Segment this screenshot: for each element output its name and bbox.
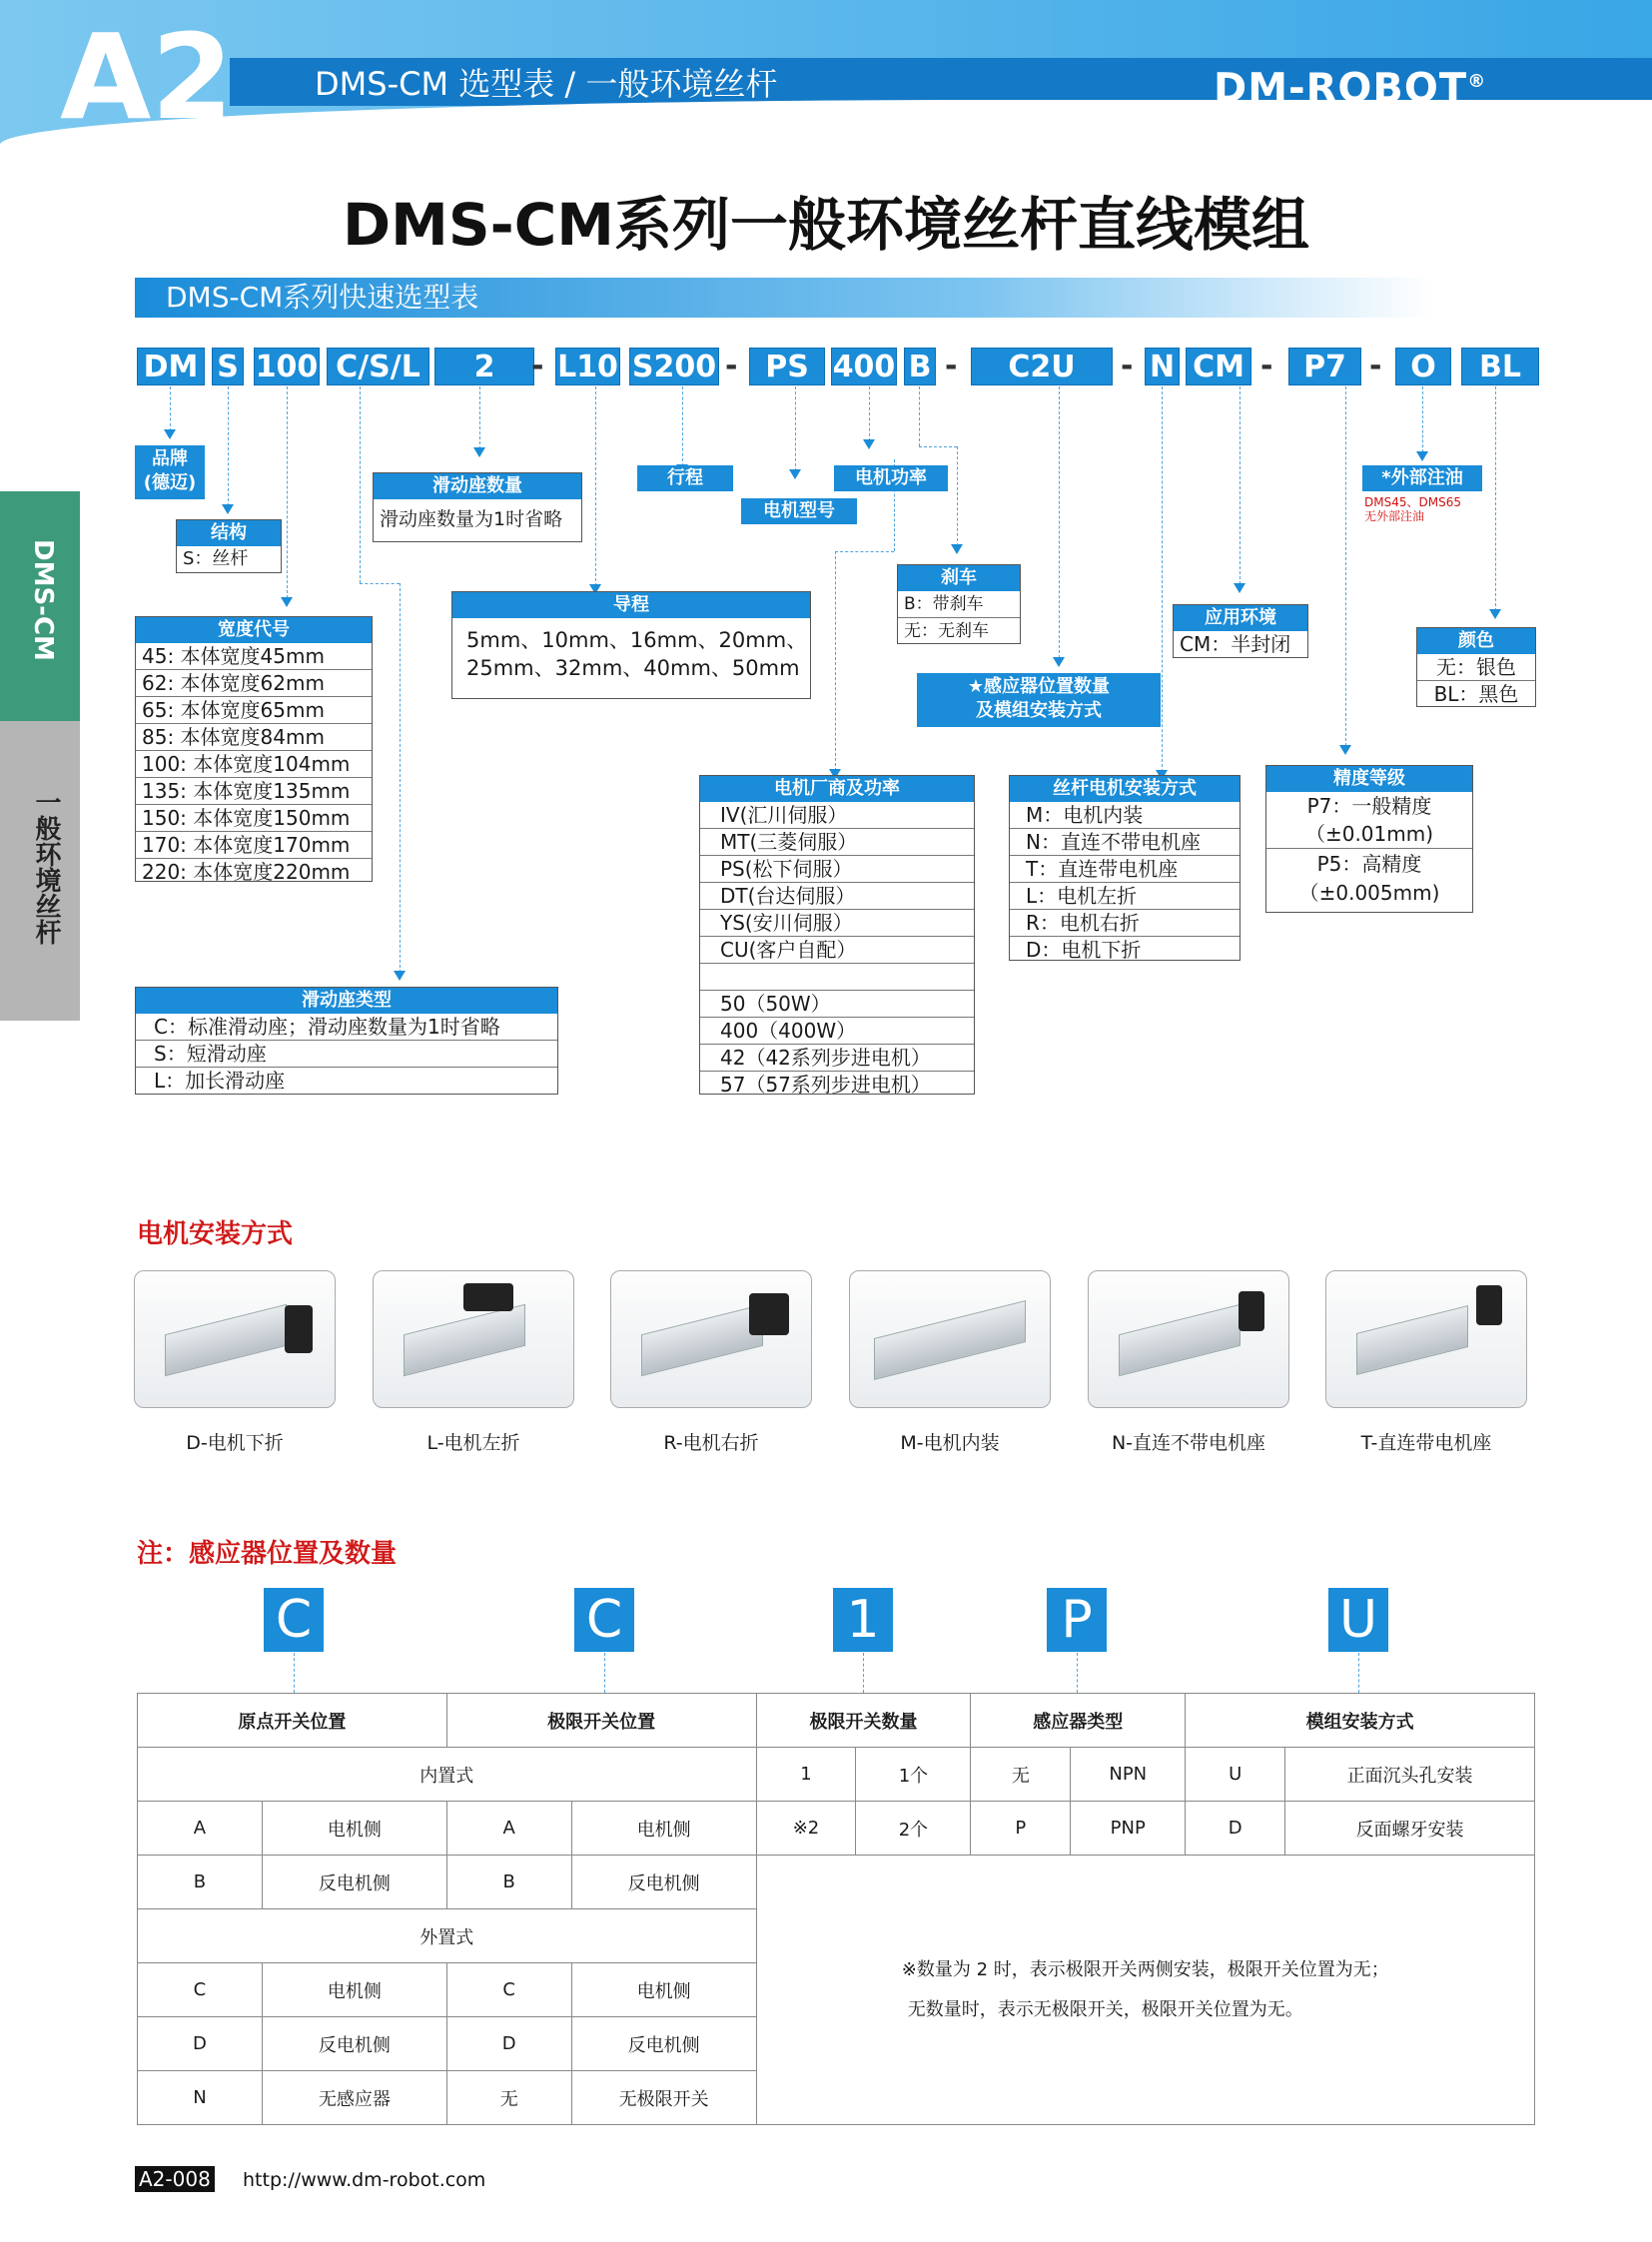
code-s: S xyxy=(212,348,244,385)
table-row xyxy=(138,1748,1535,1802)
table-cell: 无感应器 xyxy=(262,2071,446,2125)
dash: - xyxy=(945,349,958,383)
motor-maker-row: MT(三菱伺服） xyxy=(700,829,974,856)
motor-maker-title: 电机厂商及功率 xyxy=(700,776,974,802)
color-row: 无：银色 xyxy=(1417,654,1535,681)
code-cm: CM xyxy=(1186,348,1251,385)
connector-arrow xyxy=(863,439,875,449)
connector-arrow xyxy=(1416,451,1428,461)
lead-title: 导程 xyxy=(452,592,810,618)
motor-maker-row: YS(安川伺服） xyxy=(700,910,974,937)
product-photo-m xyxy=(849,1270,1051,1408)
mount-row: N：直连不带电机座 xyxy=(1010,829,1239,856)
table-cell: 无 xyxy=(971,1748,1071,1802)
table-cell: 反面螺牙安装 xyxy=(1285,1802,1535,1856)
connector-arrow xyxy=(1339,745,1351,755)
code-l10: L10 xyxy=(555,348,620,385)
color-box xyxy=(1416,627,1536,707)
connector-line xyxy=(919,446,957,447)
connector-line xyxy=(682,386,683,466)
table-cell: C xyxy=(138,1963,263,2017)
table-cell: PNP xyxy=(1071,1802,1186,1856)
connector-line xyxy=(869,386,870,441)
connector-arrow xyxy=(164,429,176,439)
motor-maker-row: CU(客户自配） xyxy=(700,937,974,964)
product-photo-r xyxy=(610,1270,812,1408)
product-photo-t xyxy=(1325,1270,1527,1408)
brake-box xyxy=(897,564,1021,644)
color-row: BL：黑色 xyxy=(1433,682,1519,706)
sensor-letter-origin: C xyxy=(264,1588,324,1652)
connector-line xyxy=(287,386,288,598)
motor-maker-box xyxy=(699,775,975,1095)
code-400: 400 xyxy=(832,350,896,384)
connector-line xyxy=(360,583,400,584)
table-cell: 1个 xyxy=(856,1748,971,1802)
brand-label-title: 品牌 xyxy=(152,448,188,469)
side-tab-bottom-text: 一般环境丝杆 xyxy=(31,789,61,945)
table-cell: B xyxy=(138,1856,263,1909)
connector-line xyxy=(595,386,596,586)
code-ps: PS xyxy=(749,348,825,385)
table-cell: P xyxy=(971,1802,1071,1856)
connector-line xyxy=(479,386,480,449)
product-photo-d xyxy=(134,1270,336,1408)
connector-line xyxy=(863,1653,864,1693)
environment-title: 应用环境 xyxy=(1174,605,1307,631)
connector-line xyxy=(957,446,958,546)
code-p7: P7 xyxy=(1288,348,1361,385)
motor-power-label: 电机功率 xyxy=(834,465,948,491)
oil-note-line: 无外部注油 xyxy=(1364,509,1425,523)
slider-type-row: S：短滑动座 xyxy=(136,1041,557,1068)
oil-note xyxy=(1364,495,1461,523)
lead-row: 5mm、10mm、16mm、20mm、 xyxy=(466,628,808,652)
motor-maker-row: 57（57系列步进电机） xyxy=(720,1073,931,1097)
width-title: 宽度代号 xyxy=(136,617,372,643)
brake-row: B：带刹车 xyxy=(898,591,1020,618)
oil-label: *外部注油 xyxy=(1362,465,1482,491)
connector-line xyxy=(919,386,920,446)
sensor-letter-type: P xyxy=(1047,1588,1107,1652)
connector-arrow xyxy=(222,504,234,514)
width-row: 62: 本体宽度62mm xyxy=(136,670,372,697)
dash: - xyxy=(725,349,738,383)
structure-box xyxy=(176,519,282,573)
mount-row: R：电机右折 xyxy=(1010,910,1239,937)
connector-line xyxy=(228,386,229,506)
connector-line xyxy=(1495,386,1496,611)
width-row: 45: 本体宽度45mm xyxy=(136,643,372,670)
dash: - xyxy=(1121,349,1134,383)
header-type: 感应器类型 xyxy=(971,1694,1186,1748)
code-b: B xyxy=(904,348,936,385)
color-title: 颜色 xyxy=(1417,628,1535,654)
precision-title: 精度等级 xyxy=(1266,766,1472,792)
mount-box xyxy=(1009,775,1240,961)
mount-row: T：直连带电机座 xyxy=(1010,856,1239,883)
motor-maker-row: DT(台达伺服） xyxy=(700,883,974,910)
brake-row: 无：无刹车 xyxy=(904,621,989,641)
connector-arrow xyxy=(1053,657,1065,667)
table-row xyxy=(138,1802,1535,1856)
code-o: O xyxy=(1395,348,1451,385)
table-cell: A xyxy=(138,1802,263,1856)
connector-arrow xyxy=(394,971,406,981)
page-number: A2-008 xyxy=(135,2166,215,2192)
connector-line xyxy=(795,386,796,471)
table-cell: 电机侧 xyxy=(262,1963,446,2017)
dash: - xyxy=(1369,349,1382,383)
connector-line xyxy=(360,386,361,583)
header-install: 模组安装方式 xyxy=(1186,1694,1535,1748)
table-cell: 无 xyxy=(446,2071,571,2125)
table-cell: ※2 xyxy=(756,1802,856,1856)
table-row xyxy=(138,1856,1535,1909)
dash: - xyxy=(1260,349,1273,383)
table-cell: 反电机侧 xyxy=(262,1856,446,1909)
lead-row: 25mm、32mm、40mm、50mm xyxy=(466,656,800,680)
connector-arrow xyxy=(1489,609,1501,619)
precision-row: （±0.005mm) xyxy=(1298,881,1440,905)
structure-row: S：丝杆 xyxy=(183,548,249,569)
width-row: 65: 本体宽度65mm xyxy=(136,697,372,724)
header-limit: 极限开关位置 xyxy=(446,1694,756,1748)
slider-type-row: L：加长滑动座 xyxy=(154,1069,286,1093)
table-cell: 无极限开关 xyxy=(571,2071,756,2125)
slider-count-title: 滑动座数量 xyxy=(374,473,581,499)
connector-arrow xyxy=(789,469,801,479)
table-cell: D xyxy=(138,2017,263,2071)
table-cell: 反电机侧 xyxy=(571,2017,756,2071)
code-100: 100 xyxy=(255,350,319,384)
sensor-label-line: ★感应器位置数量 xyxy=(967,676,1111,697)
precision-row: P5：高精度 xyxy=(1316,852,1422,876)
connector-line xyxy=(1059,386,1060,658)
dash: - xyxy=(531,349,544,383)
motor-maker-row: PS(松下伺服） xyxy=(700,856,974,883)
width-row: 220: 本体宽度220mm xyxy=(142,860,351,884)
motor-maker-row: IV(汇川伺服） xyxy=(700,802,974,829)
brand-label xyxy=(135,445,205,499)
lead-box xyxy=(451,591,811,699)
quick-title: DMS-CM系列快速选型表 xyxy=(166,281,479,314)
motor-maker-row: 42（42系列步进电机） xyxy=(700,1045,974,1072)
width-row: 100: 本体宽度104mm xyxy=(136,751,372,778)
connector-arrow xyxy=(473,447,485,457)
side-tab-top-text: DMS-CM xyxy=(28,539,58,661)
width-row: 150: 本体宽度150mm xyxy=(136,805,372,832)
code-c2u: C2U xyxy=(971,348,1113,385)
table-cell: 1 xyxy=(756,1748,856,1802)
sensor-note-title: 注：感应器位置及数量 xyxy=(137,1539,398,1569)
page-title: DMS-CM系列一般环境丝杆直线模组 xyxy=(343,191,1309,259)
connector-line xyxy=(835,551,836,771)
caption-n: N-直连不带电机座 xyxy=(1111,1432,1266,1454)
caption-t: T-直连带电机座 xyxy=(1360,1432,1492,1454)
sensor-label-line: 及模组安装方式 xyxy=(976,700,1102,721)
internal-label: 内置式 xyxy=(138,1748,757,1802)
registered-mark: ® xyxy=(1467,71,1487,92)
caption-d: D-电机下折 xyxy=(186,1432,284,1454)
code-n: N xyxy=(1145,348,1180,385)
precision-row: （±0.01mm) xyxy=(1266,820,1472,849)
motor-model-label: 电机型号 xyxy=(741,498,857,524)
connector-line xyxy=(835,551,894,552)
mount-title: 丝杆电机安装方式 xyxy=(1010,776,1239,802)
connector-line xyxy=(1345,386,1346,746)
slider-type-title: 滑动座类型 xyxy=(136,988,557,1014)
mount-row: L：电机左折 xyxy=(1010,883,1239,910)
table-header-row xyxy=(138,1694,1535,1748)
external-label: 外置式 xyxy=(138,1909,757,1963)
code-2: 2 xyxy=(434,348,534,385)
product-photo-l xyxy=(373,1270,574,1408)
connector-arrow xyxy=(1234,583,1245,593)
connector-arrow xyxy=(951,544,963,554)
table-cell: 电机侧 xyxy=(571,1802,756,1856)
environment-box xyxy=(1173,604,1308,658)
sensor-letter-limit: C xyxy=(574,1588,634,1652)
table-cell: U xyxy=(1186,1748,1285,1802)
slider-type-box xyxy=(135,987,558,1095)
mount-row: D：电机下折 xyxy=(1026,938,1142,962)
table-cell: D xyxy=(1186,1802,1285,1856)
connector-line xyxy=(294,1653,295,1693)
environment-row: CM：半封闭 xyxy=(1180,632,1291,656)
width-box xyxy=(135,616,373,882)
width-row: 135: 本体宽度135mm xyxy=(136,778,372,805)
table-cell: 正面沉头孔安装 xyxy=(1285,1748,1535,1802)
table-note xyxy=(756,1856,1534,2125)
table-cell: D xyxy=(446,2017,571,2071)
connector-line xyxy=(604,1653,605,1693)
table-cell: NPN xyxy=(1071,1748,1186,1802)
connector-line xyxy=(400,583,401,973)
brand-logo xyxy=(1214,60,1486,110)
brand-label-sub: (德迈) xyxy=(143,472,197,493)
table-cell: 电机侧 xyxy=(571,1963,756,2017)
caption-l: L-电机左折 xyxy=(426,1432,520,1454)
connector-line xyxy=(1077,1653,1078,1693)
precision-box xyxy=(1265,765,1473,913)
connector-arrow xyxy=(281,597,293,607)
header-qty: 极限开关数量 xyxy=(756,1694,971,1748)
table-cell: 反电机侧 xyxy=(262,2017,446,2071)
table-note-line: ※数量为 2 时，表示极限开关两侧安装，极限开关位置为无； xyxy=(901,1958,1389,1980)
oil-note-line: DMS45、DMS65 xyxy=(1364,495,1461,509)
code-dm: DM xyxy=(137,348,205,385)
code-s200: S200 xyxy=(629,348,719,385)
sensor-label xyxy=(917,673,1161,727)
precision-row: P7：一般精度 xyxy=(1306,794,1432,818)
sensor-table xyxy=(137,1693,1535,2125)
table-cell: 2个 xyxy=(856,1802,971,1856)
table-note-line: 无数量时，表示无极限开关，极限开关位置为无。 xyxy=(907,1998,1303,2020)
header-section: DMS-CM 选型表 / 一般环境丝杆 xyxy=(315,65,778,103)
width-row: 85: 本体宽度84mm xyxy=(136,724,372,751)
motor-maker-row: 50（50W） xyxy=(700,991,974,1018)
mount-row: M：电机内装 xyxy=(1010,802,1239,829)
code-bl: BL xyxy=(1461,348,1539,385)
table-cell: 反电机侧 xyxy=(571,1856,756,1909)
motor-install-title: 电机安装方式 xyxy=(137,1219,294,1249)
header-badge: A2 xyxy=(60,8,234,146)
footer-url: http://www.dm-robot.com xyxy=(243,2169,486,2191)
table-cell: A xyxy=(446,1802,571,1856)
motor-maker-row: 400（400W） xyxy=(700,1018,974,1045)
table-cell: B xyxy=(446,1856,571,1909)
brake-title: 刹车 xyxy=(898,565,1020,591)
product-photo-n xyxy=(1088,1270,1289,1408)
width-row: 170: 本体宽度170mm xyxy=(136,832,372,859)
connector-line xyxy=(1239,386,1240,584)
structure-title: 结构 xyxy=(177,520,281,546)
slider-count-row: 滑动座数量为1时省略 xyxy=(380,508,563,530)
slider-count-box xyxy=(373,472,582,542)
connector-line xyxy=(1358,1653,1359,1693)
header-origin: 原点开关位置 xyxy=(138,1694,447,1748)
connector-line xyxy=(1422,386,1423,452)
brand-logo-text: DM-ROBOT xyxy=(1214,65,1468,112)
caption-r: R-电机右折 xyxy=(663,1432,759,1454)
table-cell: N xyxy=(138,2071,263,2125)
connector-line xyxy=(170,386,171,431)
caption-m: M-电机内装 xyxy=(900,1432,1000,1454)
table-cell: 电机侧 xyxy=(262,1802,446,1856)
table-cell: C xyxy=(446,1963,571,2017)
connector-line xyxy=(1162,386,1163,772)
code-csl: C/S/L xyxy=(327,348,429,385)
sensor-letter-install: U xyxy=(1328,1588,1388,1652)
slider-type-row: C：标准滑动座；滑动座数量为1时省略 xyxy=(136,1014,557,1041)
stroke-label: 行程 xyxy=(637,465,733,491)
sensor-letter-qty: 1 xyxy=(833,1588,893,1652)
motor-maker-row xyxy=(700,964,974,991)
